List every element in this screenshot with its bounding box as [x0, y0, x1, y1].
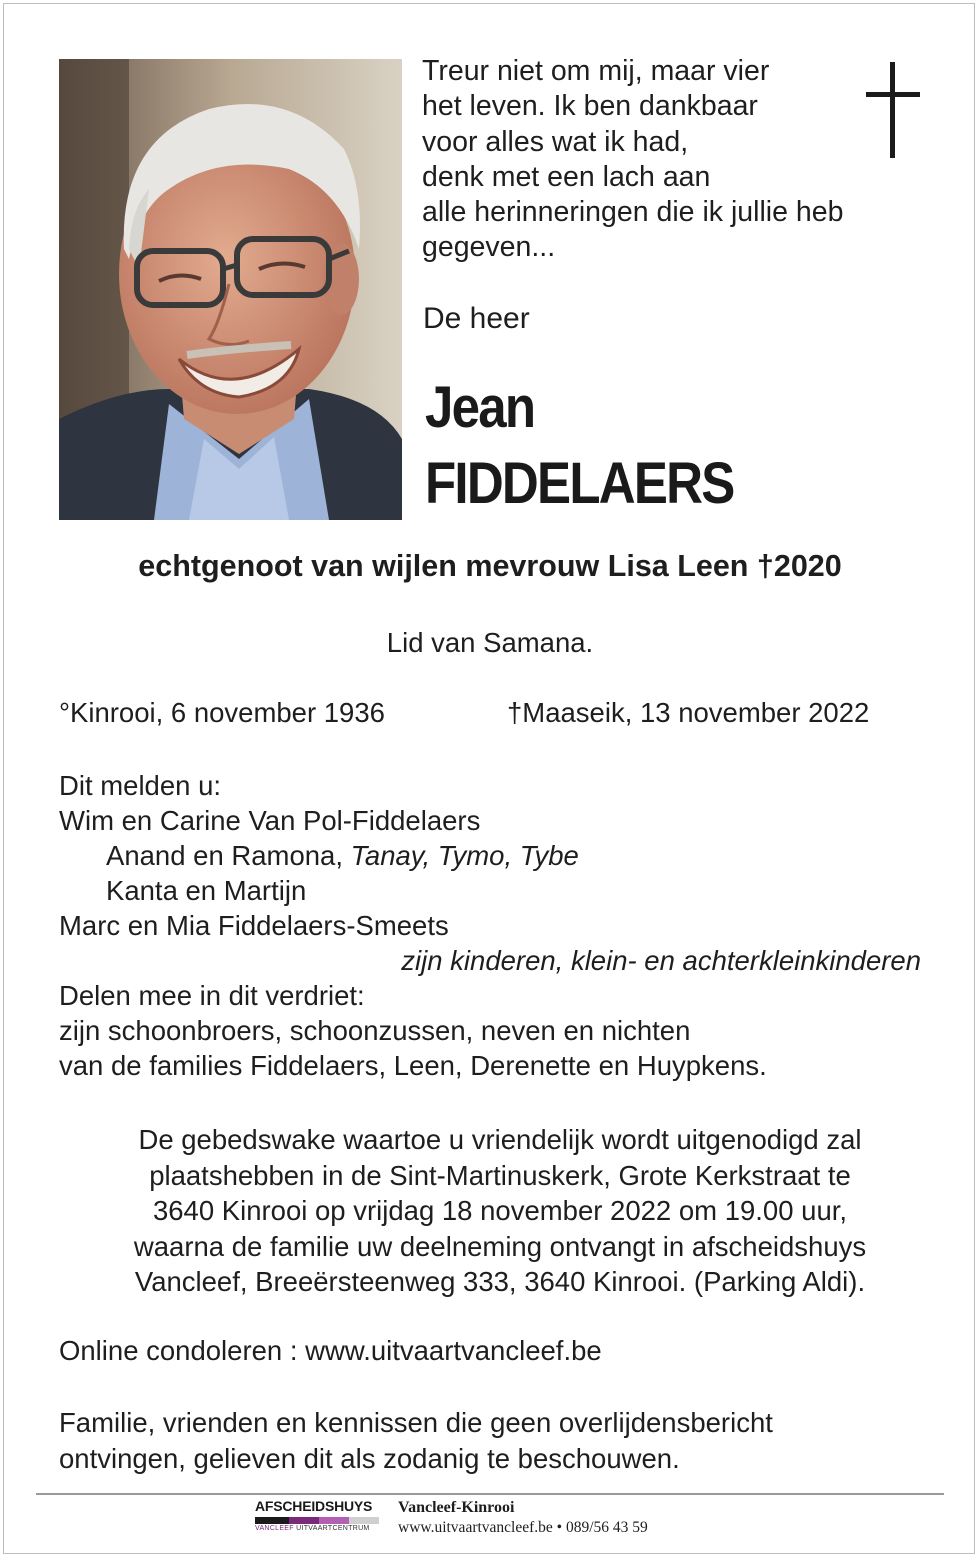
- notice-line: Familie, vrienden en kennissen die geen overlijdensbericht: [59, 1407, 773, 1438]
- funeral-home-info: [398, 1499, 648, 1537]
- wake-line: plaatshebben in de Sint-Martinuskerk, Grote Kerkstraat te: [149, 1159, 851, 1191]
- birth-info: °Kinrooi, 6 november 1936: [59, 697, 385, 728]
- wake-info: [40, 1122, 960, 1300]
- relation-line: zijn kinderen, klein- en achterkleinkinderen: [401, 945, 921, 976]
- deceased-name: [425, 370, 734, 522]
- poem-line: denk met een lach aan: [422, 160, 711, 193]
- poem-line: gegeven...: [422, 231, 556, 264]
- honorific: De heer: [423, 302, 530, 335]
- notice-line: ontvingen, gelieven dit als zodanig te beschouwen.: [59, 1442, 680, 1474]
- wake-line: 3640 Kinrooi op vrijdag 18 november 2022 om 19.00 uur,: [152, 1195, 848, 1226]
- death-info: †Maaseik, 13 november 2022: [507, 697, 870, 728]
- poem: [422, 54, 892, 266]
- membership: Lid van Samana.: [386, 627, 594, 658]
- portrait-photo: [59, 59, 402, 520]
- cross-icon: [866, 62, 920, 158]
- spouse-line: echtgenoot van wijlen mevrouw Lisa Leen †2020: [138, 549, 842, 583]
- logo-sub-left: VANCLEEF: [255, 1525, 294, 1532]
- logo-sub-right: UITVAARTCENTRUM: [296, 1525, 370, 1532]
- last-name: FIDDELAERS: [425, 451, 734, 516]
- grandchild-names: Anand en Ramona,: [106, 840, 343, 871]
- child-entry: Marc en Mia Fiddelaers-Smeets: [59, 910, 449, 941]
- footer-divider: [36, 1493, 944, 1495]
- poem-line: voor alles wat ik had,: [422, 125, 689, 158]
- poem-line: Treur niet om mij, maar vier: [422, 55, 770, 87]
- share-intro: Delen mee in dit verdriet:: [59, 980, 365, 1011]
- logo-subtitle: [255, 1525, 370, 1532]
- logo-title: AFSCHEIDSHUYS: [255, 1498, 373, 1514]
- wake-line: waarna de familie uw deelneming ontvangt in afscheidshuys: [133, 1230, 867, 1262]
- funeral-home-name: Vancleef-Kinrooi: [398, 1499, 515, 1516]
- family-list: [59, 768, 929, 1083]
- family-intro: Dit melden u:: [59, 770, 222, 801]
- online-condolence: Online condoleren : www.uitvaartvancleef.be: [59, 1335, 602, 1366]
- share-line: van de families Fiddelaers, Leen, Derenette en Huypkens.: [59, 1050, 767, 1081]
- funeral-home-logo: [255, 1498, 381, 1538]
- wake-line: Vancleef, Breeërsteenweg 333, 3640 Kinrooi. (Parking Aldi).: [134, 1266, 866, 1297]
- notice: [59, 1405, 773, 1476]
- great-grandchildren: Tanay, Tymo, Tybe: [350, 840, 579, 871]
- poem-line: alle herinneringen die ik jullie heb: [422, 196, 844, 229]
- grandchild-entry: [59, 838, 929, 873]
- grandchild-entry: Kanta en Martijn: [106, 875, 307, 906]
- first-name: Jean: [425, 375, 535, 440]
- share-line: zijn schoonbroers, schoonzussen, neven en nichten: [59, 1015, 691, 1046]
- child-entry: Wim en Carine Van Pol-Fiddelaers: [59, 805, 481, 836]
- poem-line: het leven. Ik ben dankbaar: [422, 90, 758, 123]
- logo-color-bar: [255, 1517, 379, 1524]
- funeral-home-contact: www.uitvaartvancleef.be • 089/56 43 59: [398, 1519, 648, 1536]
- wake-line: De gebedswake waartoe u vriendelijk wordt uitgenodigd zal: [138, 1124, 862, 1155]
